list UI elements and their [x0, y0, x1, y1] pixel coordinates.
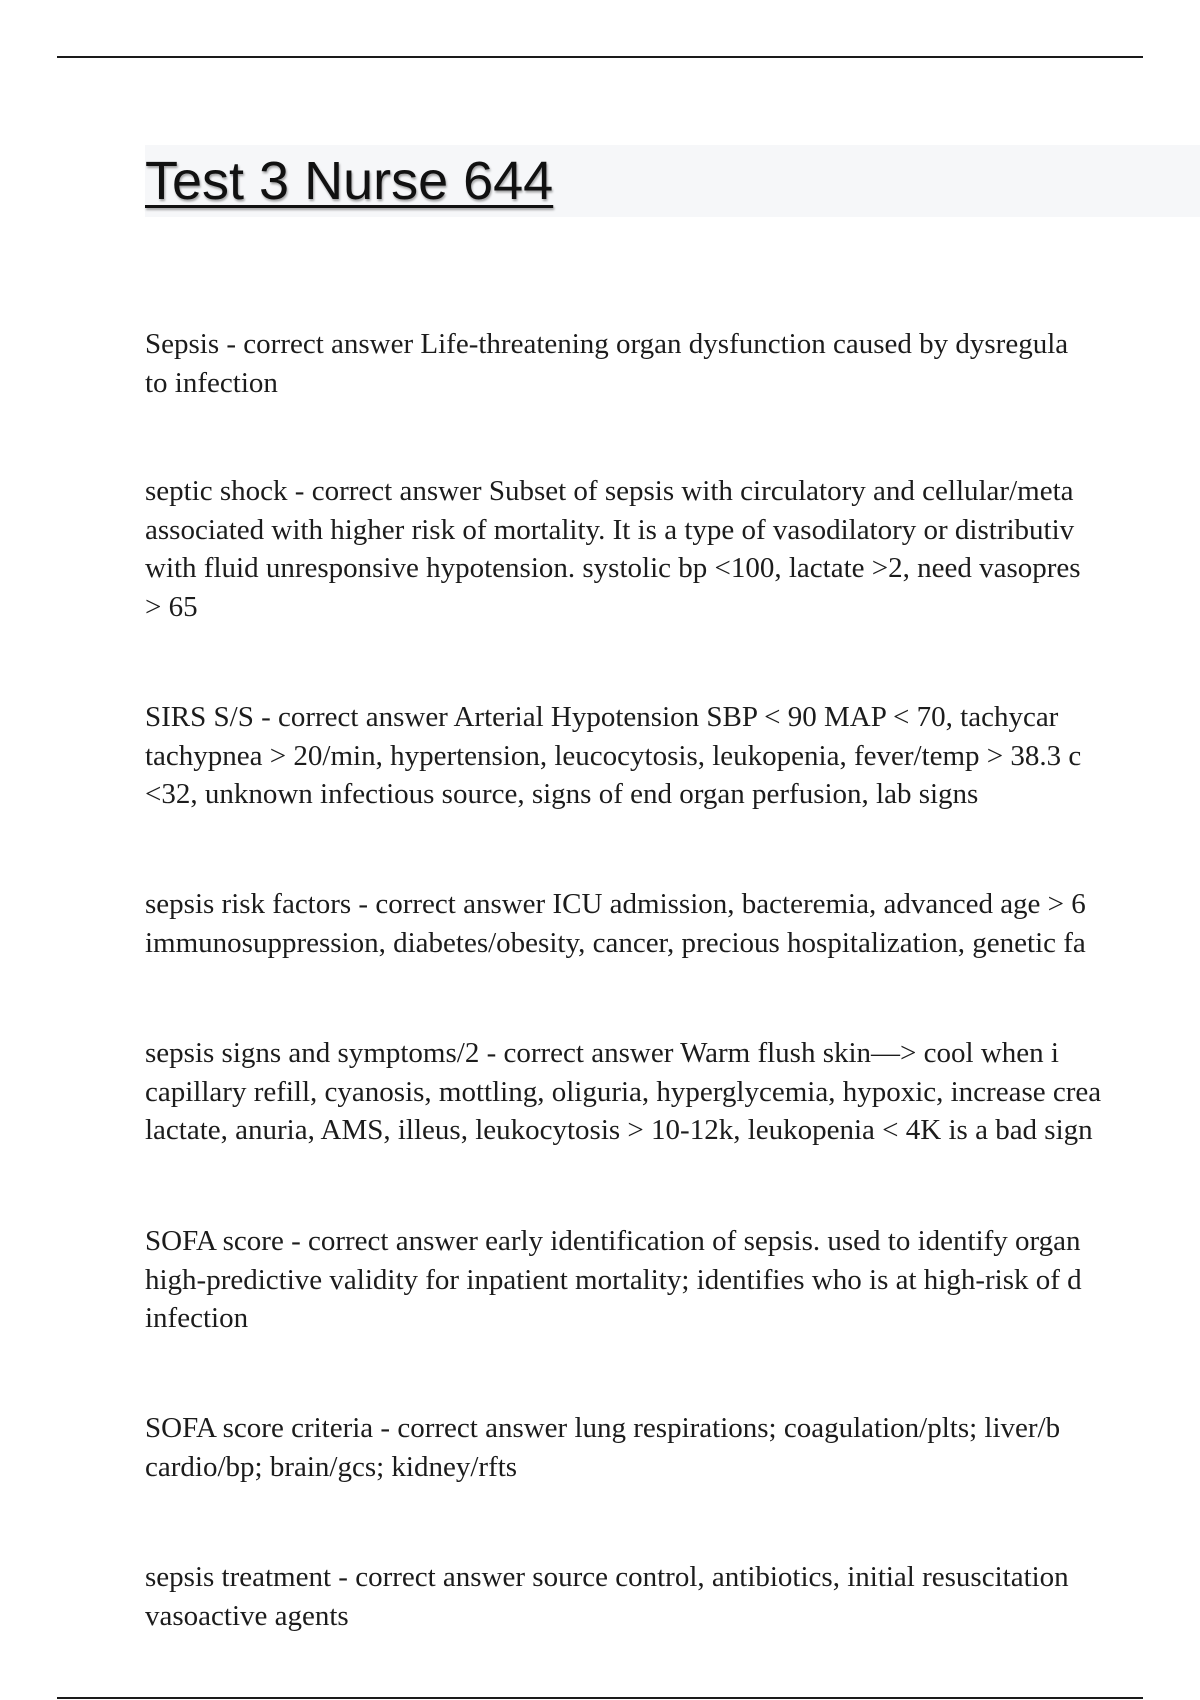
document-title: Test 3 Nurse 644 — [145, 151, 554, 211]
entry-line: vasoactive agents — [145, 1599, 349, 1632]
entry-line: sepsis treatment - correct answer source control, antibiotics, initial resuscitation — [145, 1561, 1069, 1593]
entry-line: SIRS S/S - correct answer Arterial Hypotension SBP < 90 MAP < 70, tachycar — [145, 701, 1059, 733]
entry-line: associated with higher risk of mortality. It is a type of vasodilatory or distributiv — [145, 513, 1075, 546]
entry-sirs — [145, 698, 1200, 814]
entry-line: with fluid unresponsive hypotension. systolic bp <100, lactate >2, need vasopres — [145, 552, 1081, 584]
entry-line: infection — [145, 1302, 249, 1334]
entry-sofa-criteria — [145, 1409, 1200, 1486]
entry-line: SOFA score - correct answer early identification of sepsis. used to identify organ — [145, 1225, 1081, 1257]
bottom-rule — [57, 1697, 1143, 1699]
entry-line: septic shock - correct answer Subset of sepsis with circulatory and cellular/meta — [145, 475, 1074, 507]
entry-line: sepsis risk factors - correct answer ICU admission, bacteremia, advanced age > 6 — [145, 888, 1086, 920]
entry-signs-symptoms — [145, 1034, 1200, 1150]
entry-line: sepsis signs and symptoms/2 - correct answer Warm flush skin—> cool when i — [145, 1037, 1059, 1069]
entry-sepsis — [145, 325, 1200, 402]
entry-septic-shock — [145, 472, 1200, 626]
entry-line: lactate, anuria, AMS, illeus, leukocytosis > 10-12k, leukopenia < 4K is a bad sign — [145, 1114, 1093, 1146]
entry-line: SOFA score criteria - correct answer lung respirations; coagulation/plts; liver/b — [145, 1412, 1061, 1444]
entry-line: to infection — [145, 366, 278, 399]
entry-line: high-predictive validity for inpatient mortality; identifies who is at high-risk of d — [145, 1263, 1082, 1296]
entry-line: > 65 — [145, 590, 198, 623]
entry-line: immunosuppression, diabetes/obesity, cancer, precious hospitalization, genetic fa — [145, 926, 1086, 959]
entry-line: tachypnea > 20/min, hypertension, leucocytosis, leukopenia, fever/temp > 38.3 c — [145, 739, 1082, 772]
entry-line: <32, unknown infectious source, signs of end organ perfusion, lab signs — [145, 778, 979, 810]
entry-treatment — [145, 1558, 1200, 1635]
entry-line: capillary refill, cyanosis, mottling, oliguria, hyperglycemia, hypoxic, increase crea — [145, 1075, 1102, 1108]
entry-risk-factors — [145, 885, 1200, 962]
entry-sofa-score — [145, 1222, 1200, 1338]
entry-line: Sepsis - correct answer Life-threatening organ dysfunction caused by dysregula — [145, 328, 1069, 360]
top-rule — [57, 56, 1143, 58]
entry-line: cardio/bp; brain/gcs; kidney/rfts — [145, 1450, 518, 1483]
